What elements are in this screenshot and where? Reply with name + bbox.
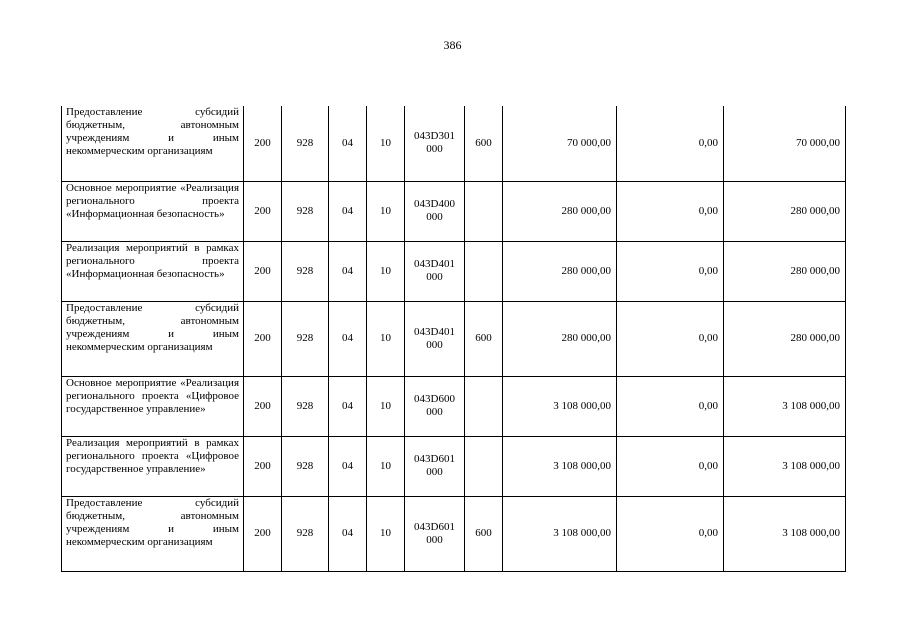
cell-sum2: 0,00 <box>617 181 724 241</box>
cell-sum1: 280 000,00 <box>503 301 617 376</box>
cell-sum1: 280 000,00 <box>503 241 617 301</box>
cell-sum3: 70 000,00 <box>724 106 846 181</box>
row-name: Основное мероприятие «Реализация регионального проекта «Информационная безопасность» <box>62 181 244 241</box>
cell-sum2: 0,00 <box>617 436 724 496</box>
cell-col2: 928 <box>282 376 329 436</box>
table-row <box>62 181 846 241</box>
cell-vr <box>465 376 503 436</box>
cell-col1: 200 <box>244 301 282 376</box>
cell-sum2: 0,00 <box>617 496 724 571</box>
cell-sum2: 0,00 <box>617 376 724 436</box>
cell-code: 043D301 000 <box>405 106 465 181</box>
budget-table <box>61 106 846 572</box>
cell-col3: 04 <box>329 181 367 241</box>
cell-col1: 200 <box>244 181 282 241</box>
cell-col3: 04 <box>329 106 367 181</box>
cell-sum2: 0,00 <box>617 241 724 301</box>
cell-vr <box>465 436 503 496</box>
cell-col4: 10 <box>367 496 405 571</box>
cell-col1: 200 <box>244 241 282 301</box>
cell-col4: 10 <box>367 301 405 376</box>
cell-sum3: 3 108 000,00 <box>724 376 846 436</box>
cell-vr: 600 <box>465 496 503 571</box>
table-row <box>62 376 846 436</box>
cell-col1: 200 <box>244 106 282 181</box>
cell-col1: 200 <box>244 496 282 571</box>
cell-sum3: 3 108 000,00 <box>724 496 846 571</box>
cell-col2: 928 <box>282 496 329 571</box>
cell-col4: 10 <box>367 106 405 181</box>
cell-col3: 04 <box>329 376 367 436</box>
cell-code: 043D600 000 <box>405 376 465 436</box>
cell-col4: 10 <box>367 181 405 241</box>
cell-col3: 04 <box>329 496 367 571</box>
row-name: Основное мероприятие «Реализация регионального проекта «Цифровое государственное управление» <box>62 376 244 436</box>
table-row <box>62 241 846 301</box>
table-row <box>62 436 846 496</box>
cell-code: 043D401 000 <box>405 301 465 376</box>
cell-sum3: 280 000,00 <box>724 241 846 301</box>
cell-col2: 928 <box>282 301 329 376</box>
cell-code: 043D400 000 <box>405 181 465 241</box>
cell-code: 043D401 000 <box>405 241 465 301</box>
cell-sum2: 0,00 <box>617 106 724 181</box>
cell-vr <box>465 241 503 301</box>
cell-col2: 928 <box>282 241 329 301</box>
cell-col2: 928 <box>282 181 329 241</box>
row-name: Предоставление субсидий бюджетным, автономным учреждениям и иным некоммерческим организациям <box>62 106 244 181</box>
row-name: Реализация мероприятий в рамках регионального проекта «Информационная безопасность» <box>62 241 244 301</box>
cell-sum3: 280 000,00 <box>724 181 846 241</box>
table-row <box>62 301 846 376</box>
cell-sum1: 3 108 000,00 <box>503 496 617 571</box>
row-name: Предоставление субсидий бюджетным, автономным учреждениям и иным некоммерческим организациям <box>62 496 244 571</box>
cell-sum1: 280 000,00 <box>503 181 617 241</box>
cell-col1: 200 <box>244 376 282 436</box>
row-name: Реализация мероприятий в рамках регионального проекта «Цифровое государственное управление» <box>62 436 244 496</box>
cell-sum1: 70 000,00 <box>503 106 617 181</box>
cell-vr <box>465 181 503 241</box>
cell-vr: 600 <box>465 106 503 181</box>
table-row <box>62 496 846 571</box>
table-row <box>62 106 846 181</box>
cell-col4: 10 <box>367 376 405 436</box>
cell-sum3: 3 108 000,00 <box>724 436 846 496</box>
row-name: Предоставление субсидий бюджетным, автономным учреждениям и иным некоммерческим организациям <box>62 301 244 376</box>
cell-col3: 04 <box>329 301 367 376</box>
cell-sum1: 3 108 000,00 <box>503 436 617 496</box>
page-number: 386 <box>443 38 462 52</box>
cell-vr: 600 <box>465 301 503 376</box>
cell-code: 043D601 000 <box>405 436 465 496</box>
cell-col4: 10 <box>367 436 405 496</box>
cell-col2: 928 <box>282 106 329 181</box>
cell-col4: 10 <box>367 241 405 301</box>
cell-col1: 200 <box>244 436 282 496</box>
cell-sum1: 3 108 000,00 <box>503 376 617 436</box>
cell-col3: 04 <box>329 241 367 301</box>
cell-col2: 928 <box>282 436 329 496</box>
cell-sum3: 280 000,00 <box>724 301 846 376</box>
cell-col3: 04 <box>329 436 367 496</box>
cell-code: 043D601 000 <box>405 496 465 571</box>
cell-sum2: 0,00 <box>617 301 724 376</box>
